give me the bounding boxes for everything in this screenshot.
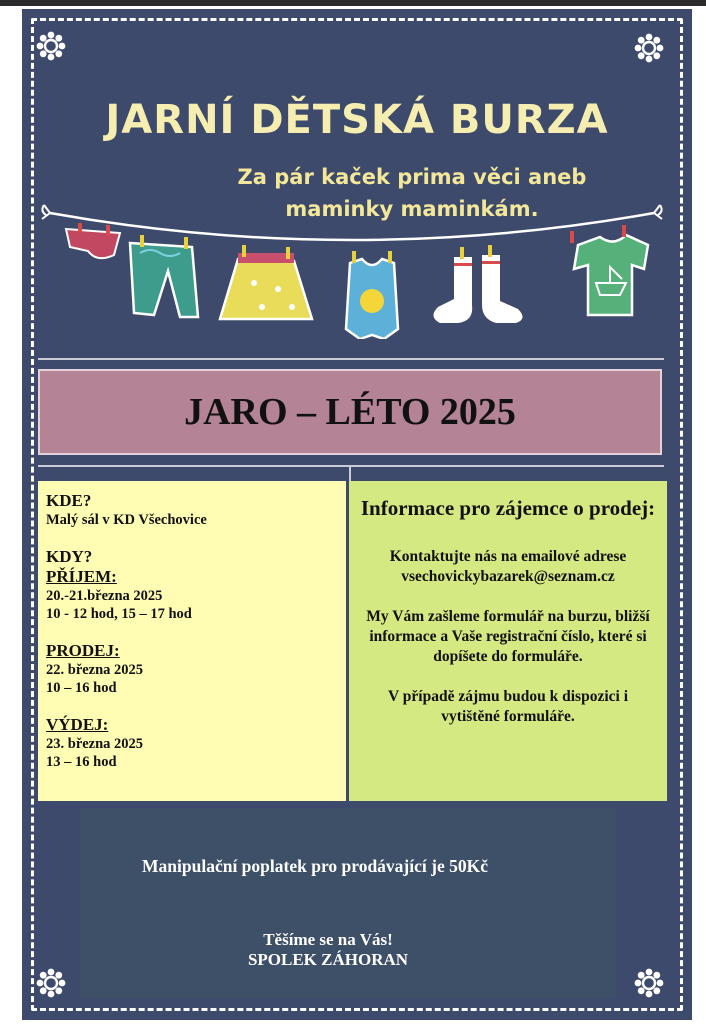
pickup-label: VÝDEJ: <box>46 715 109 734</box>
pickup-hours: 13 – 16 hod <box>46 754 117 770</box>
sale-label: PRODEJ: <box>46 641 120 660</box>
signature-text: SPOLEK ZÁHORAN <box>247 950 409 969</box>
event-details-box <box>38 481 346 801</box>
fee-box <box>80 808 616 998</box>
info-title: Informace pro zájemce o prodej: <box>360 496 656 520</box>
flower-icon <box>632 966 666 1000</box>
greeting-text: Těšíme se na Vás! <box>263 930 393 949</box>
divider <box>38 465 664 467</box>
flower-icon <box>34 29 68 63</box>
poster-title: JARNÍ DĚTSKÁ BURZA <box>105 97 609 143</box>
poster-subtitle: Za pár kaček prima věci aneb maminky maminkám. <box>237 165 587 221</box>
divider <box>349 465 351 481</box>
pickup-date: 23. března 2025 <box>46 736 144 752</box>
where-value: Malý sál v KD Všechovice <box>46 512 207 528</box>
flower-icon <box>34 966 68 1000</box>
form-text: My Vám zašleme formulář na burzu, bližší informace a Vaše registrační číslo, které si dopíšete do formuláře. <box>366 608 650 665</box>
contact-email: vsechovickybazarek@seznam.cz <box>401 568 615 585</box>
tshirt-icon <box>570 225 648 315</box>
poster <box>22 9 692 1020</box>
where-label: KDE? <box>46 491 92 510</box>
seller-info-box <box>349 481 667 801</box>
swim-briefs-icon <box>66 223 120 258</box>
intake-hours: 10 - 12 hod, 15 – 17 hod <box>46 606 192 622</box>
flower-icon <box>632 31 666 65</box>
season-banner <box>38 369 662 455</box>
sale-date: 22. března 2025 <box>46 662 144 678</box>
when-label: KDY? <box>46 547 93 566</box>
printed-forms-text: V případě zájmu budou k dispozici i vytištěné formuláře. <box>387 688 629 725</box>
bodysuit-icon <box>346 251 398 339</box>
closing <box>80 930 576 970</box>
socks-icon <box>433 245 522 323</box>
intake-date: 20.-21.března 2025 <box>46 588 163 604</box>
contact-text: Kontaktujte nás na emailové adrese <box>389 548 627 565</box>
divider <box>38 358 664 360</box>
clothesline-illustration <box>22 189 692 339</box>
skirt-icon <box>220 245 312 319</box>
top-edge-bar <box>0 0 706 6</box>
season-text: JARO – LÉTO 2025 <box>184 391 516 433</box>
intake-label: PŘÍJEM: <box>46 567 117 586</box>
trousers-icon <box>130 235 198 317</box>
clothesline-icon <box>42 205 662 240</box>
fee-text: Manipulační poplatek pro prodávající je 50Kč <box>142 856 488 876</box>
sale-hours: 10 – 16 hod <box>46 680 117 696</box>
